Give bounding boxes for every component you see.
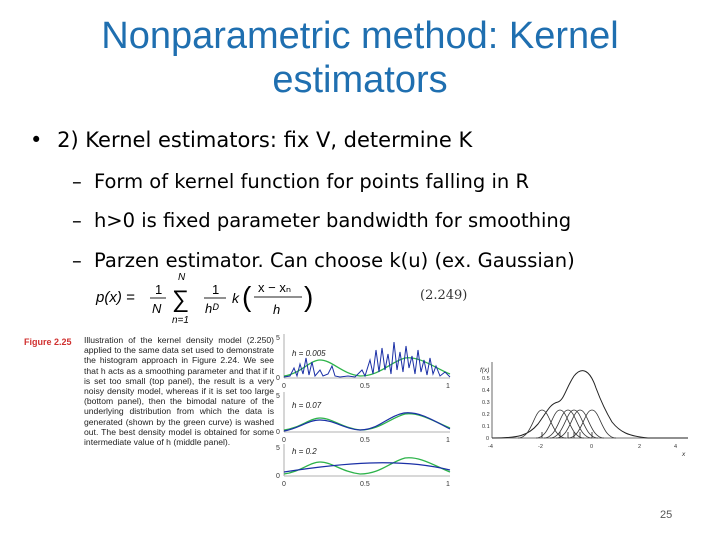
panel-x-tick-0: 0 [282,481,286,488]
formula-sum-top: N [178,272,186,283]
panel-middle [276,392,450,444]
panel-x-tick-1: 0.5 [360,437,370,444]
sub-bullet-2 [72,209,571,232]
main-bullet [30,128,472,152]
panel-x-tick-1: 0.5 [360,481,370,488]
panel-bottom [276,444,450,488]
formula-open-paren: ( [242,281,252,312]
kde-x-tick: 2 [638,444,642,450]
sub-bullet-text: h>0 is fixed parameter bandwidth for smoothing [93,209,572,232]
sub-bullet-dash: – [72,170,82,193]
panel-x-tick-2: 1 [446,481,450,488]
panel-y-bottom: 0 [276,473,280,480]
kde-x-tick: 4 [674,444,678,450]
panel-y-top: 5 [276,335,280,342]
blue-oversmooth-curve [284,463,450,472]
sub-bullet-dash: – [72,249,82,272]
formula-lhs: p(x) = [96,289,135,306]
panel-y-bottom: 0 [276,375,280,382]
formula-frac1-num: 1 [155,282,163,297]
formula-kernel: k [232,290,239,306]
blue-smooth-curve [284,413,450,431]
slide-title [0,14,720,102]
panel-x-tick-2: 1 [446,383,450,390]
equation-number: (2.249) [420,288,468,303]
panel-top [276,334,450,390]
formula-close-paren: ) [304,281,314,312]
panel-x-tick-1: 0.5 [360,383,370,390]
panel-x-tick-2: 1 [446,437,450,444]
sub-bullet-3 [72,249,575,272]
panel-y-top: 5 [276,445,280,452]
kde-y-tick: 0.2 [482,412,490,418]
figure-caption: Illustration of the kernel density model (2.250) applied to the same data set used to demonstrate the histogram approach in Figure 2.24. We see that h acts as a smoothing parameter and that if it is set too small (top panel), the result is a very noisy density model, whereas if it is set too large (bottom panel), then the bimodal nature of the underlying distribution from which the data is generated (shown by the green curve) is washed out. The best density model is obtained for some intermediate value of h (middle panel). [84,335,274,448]
kde-x-tick: 0 [590,444,594,450]
kde-sum-figure [478,352,698,460]
kde-panels-figure [270,330,460,490]
figure-label: Figure 2.25 [24,337,72,347]
formula-frac2-num: 1 [212,282,220,297]
kde-sum-curve [492,371,688,438]
page-number: 25 [660,509,673,521]
formula-frac1-den: N [152,301,162,316]
kernel-formula [92,270,392,326]
sub-bullet-text: Parzen estimator. Can choose k(u) (ex. Gaussian) [93,249,575,272]
panel-h-label: h = 0.2 [292,447,317,456]
slide-title-line-2: estimators [272,59,448,101]
kde-ylabel: f(x) [480,367,490,374]
panel-h-label: h = 0.005 [292,349,326,358]
formula-frac3-num: x − xₙ [258,280,291,295]
panel-h-label: h = 0.07 [292,401,322,410]
formula-frac2-den: hᴰ [205,301,219,316]
sub-bullet-text: Form of kernel function for points falling in R [93,170,529,193]
bullet-marker: • [30,128,43,152]
kde-x-tick: -4 [488,444,493,450]
formula-sum-sign: ∑ [172,286,190,313]
kde-y-tick: 0.5 [482,376,490,382]
kde-x-tick: -2 [538,444,543,450]
bullet-text: 2) Kernel estimators: fix V, determine K [57,128,473,152]
kde-y-tick: 0 [486,436,490,442]
kde-xlabel: x [682,451,686,458]
formula-sum-bottom: n=1 [172,315,189,326]
panel-x-tick-0: 0 [282,383,286,390]
blue-noisy-curve [284,342,450,377]
panel-x-tick-0: 0 [282,437,286,444]
kde-y-tick: 0.1 [482,424,490,430]
sub-bullet-dash: – [72,209,82,232]
panel-y-top: 5 [276,393,280,400]
sub-bullet-1 [72,170,529,193]
slide-title-line-1: Nonparametric method: Kernel [101,15,619,57]
kde-y-tick: 0.3 [482,400,490,406]
kde-y-tick: 0.4 [482,388,490,394]
formula-frac3-den: h [273,302,281,317]
panel-y-bottom: 0 [276,429,280,436]
